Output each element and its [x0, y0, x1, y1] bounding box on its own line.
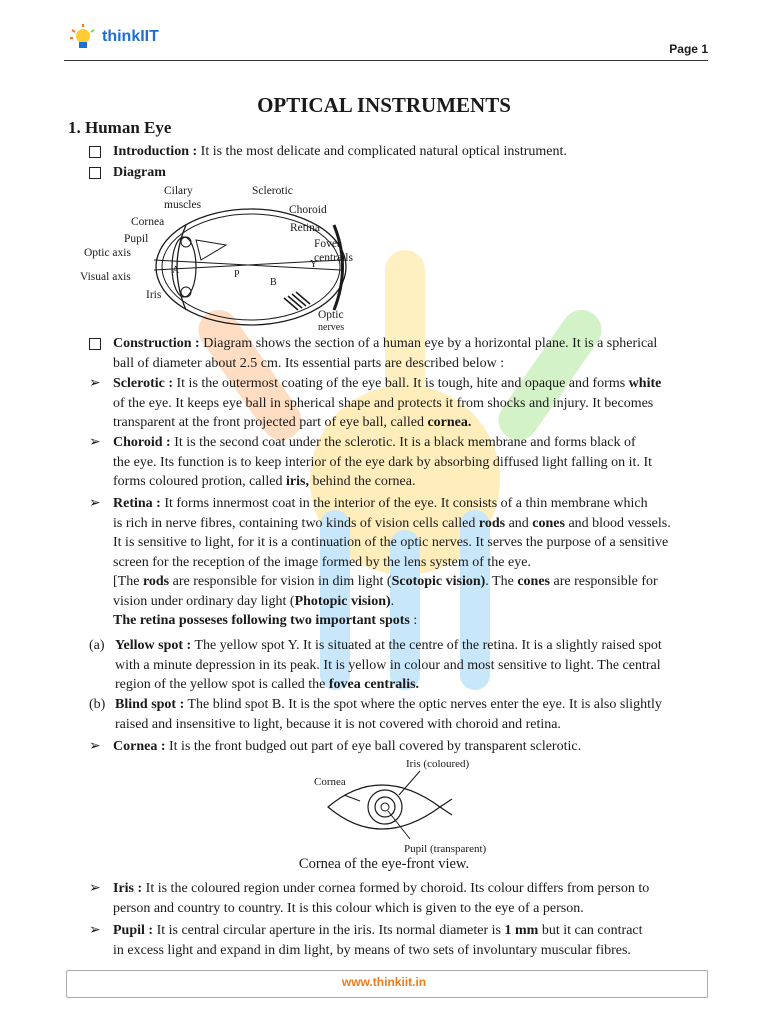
intro-text: It is the most delicate and complicated natural optical instrument.	[197, 144, 567, 159]
intro-label: Introduction :	[113, 144, 198, 159]
yellow-spot-bold: fovea centralis.	[328, 677, 420, 692]
retina-text: and blood vessels.	[564, 515, 671, 531]
label-B: B	[270, 277, 277, 288]
arrow-bullet-icon: ➢	[89, 923, 101, 938]
label-pupil: Pupil	[124, 233, 149, 245]
yellow-spot-text: region of the yellow spot is called the	[115, 677, 329, 692]
label-cornea-front: Cornea	[314, 776, 346, 788]
label-cilary: Cilary	[164, 185, 193, 197]
cornea-item	[89, 737, 582, 757]
retina-text: :	[409, 613, 418, 628]
retina-item	[89, 494, 671, 631]
arrow-bullet-icon: ➢	[89, 496, 101, 511]
retina-text: .	[390, 593, 395, 609]
label-choroid: Choroid	[289, 204, 327, 216]
choroid-item	[89, 433, 652, 492]
retina-bold: rods	[142, 574, 170, 589]
label-optic: Optic	[318, 309, 344, 321]
pupil-text: It is central circular aperture in the iris. Its normal diameter is	[153, 923, 505, 938]
iris-text: person and country to country. It is this colour which is given to the eye of a person.	[113, 900, 584, 916]
choroid-text: behind the cornea.	[308, 474, 416, 489]
page-title: OPTICAL INSTRUMENTS	[257, 93, 511, 117]
sclerotic-bold: white	[628, 376, 662, 391]
iris-label: Iris :	[113, 881, 143, 896]
label-pupil-transparent: Pupil (transparent)	[404, 843, 487, 855]
yellow-spot-text: with a minute depression in its peak. It is yellow in colour and most sensitive to light. The central	[115, 657, 661, 673]
construction-text: ball of diameter about 2.5 cm. Its essential parts are described below :	[113, 355, 505, 371]
logo	[68, 22, 159, 52]
yellow-spot-text: The yellow spot Y. It is situated at the centre of the retina. It is a slightly raised spot	[191, 638, 662, 653]
arrow-bullet-icon: ➢	[89, 376, 101, 391]
choroid-label: Choroid :	[113, 435, 171, 450]
retina-text: are responsible for	[549, 574, 658, 589]
pupil-label: Pupil :	[113, 923, 154, 938]
pupil-text: but it can contract	[538, 923, 643, 938]
construction-text: Diagram shows the section of a human eye by a horizontal plane. It is a spherical	[199, 336, 658, 351]
choroid-bold: iris,	[286, 474, 309, 489]
label-nerves: nerves	[318, 322, 345, 333]
retina-label: Retina :	[113, 496, 161, 511]
label-retina: Retina	[290, 222, 321, 234]
cornea-text: It is the front budged out part of eye ball covered by transparent sclerotic.	[165, 739, 582, 754]
retina-text: [The	[113, 574, 143, 589]
sclerotic-text: of the eye. It keeps eye ball in spherical shape and protects it from shocks and injury. It becomes	[113, 395, 654, 411]
iris-text: It is the coloured region under cornea formed by choroid. Its colour differs from person to	[142, 881, 650, 896]
label-P: P	[234, 269, 240, 280]
header-divider	[64, 60, 708, 61]
checkbox-bullet-icon	[89, 146, 101, 158]
label-visual-axis: Visual axis	[80, 271, 131, 283]
yellow-spot-label: Yellow spot :	[115, 638, 192, 653]
label-centrails: centrails	[314, 252, 353, 264]
retina-bold: cones	[517, 574, 550, 589]
choroid-text: forms coloured protion, called	[113, 474, 287, 489]
blind-spot-text: raised and insensitive to light, because it is not covered with choroid and retina.	[115, 716, 561, 732]
cornea-front-diagram	[300, 755, 500, 855]
label-sclerotic: Sclerotic	[252, 185, 293, 197]
retina-bold: Photopic vision)	[294, 593, 391, 609]
cornea-label: Cornea :	[113, 739, 166, 754]
arrow-bullet-icon: ➢	[89, 881, 101, 896]
arrow-bullet-icon: ➢	[89, 739, 101, 754]
label-fovea: Fovea	[314, 238, 343, 250]
section-heading: 1. Human Eye	[68, 118, 172, 137]
footer-url[interactable]: www.thinkiit.in	[341, 975, 427, 989]
sclerotic-text: transparent at the front projected part of eye ball, called	[113, 415, 428, 430]
label-cornea: Cornea	[131, 216, 165, 228]
figure-caption: Cornea of the eye-front view.	[298, 856, 470, 872]
retina-bold: rods	[478, 515, 506, 531]
retina-text: vision under ordinary day light (	[113, 593, 295, 609]
retina-bold: cones	[532, 515, 565, 531]
retina-text: . The	[485, 574, 518, 589]
eye-section-diagram	[76, 180, 376, 335]
retina-text: and	[505, 515, 533, 531]
intro-item	[113, 142, 567, 162]
label-muscles: muscles	[164, 199, 202, 211]
sclerotic-text: It is the outermost coating of the eye ball. It is tough, hite and opaque and forms	[173, 376, 629, 391]
label-optic-axis: Optic axis	[84, 247, 131, 259]
arrow-bullet-icon: ➢	[89, 435, 101, 450]
sclerotic-item	[89, 374, 662, 433]
checkbox-bullet-icon	[89, 338, 101, 350]
blind-spot-item	[89, 695, 662, 734]
blind-spot-text: The blind spot B. It is the spot where the optic nerves enter the eye. It is also slightly	[184, 697, 662, 712]
retina-text: is rich in nerve fibres, containing two kinds of vision cells called	[113, 515, 479, 531]
page-number: Page 1	[669, 42, 708, 56]
pupil-text: in excess light and expand in dim light, by means of two sets of involuntary muscular fibres.	[113, 942, 631, 958]
yellow-spot-item	[89, 636, 662, 695]
retina-text: screen for the reception of the image formed by the lens system of the eye.	[113, 554, 531, 570]
diagram-heading: Diagram	[113, 165, 166, 180]
list-marker: (a)	[89, 638, 105, 653]
label-iris: Iris	[146, 289, 162, 301]
construction-item	[113, 334, 657, 373]
choroid-text: It is the second coat under the sclerotic. It is a black membrane and forms black of	[170, 435, 636, 450]
retina-text: It forms innermost coat in the interior of the eye. It consists of a thin membrane which	[160, 496, 648, 511]
bulb-logo-icon	[68, 22, 98, 52]
choroid-text: the eye. Its function is to keep interior of the eye dark by absorbing diffused light falling on it. It	[113, 454, 652, 470]
retina-bold: Scotopic vision)	[391, 574, 486, 589]
label-Y: Y	[310, 259, 318, 270]
logo-text: thinkIIT	[102, 28, 159, 45]
label-iris-coloured: Iris (coloured)	[406, 758, 470, 770]
list-marker: (b)	[89, 697, 106, 712]
iris-item	[89, 879, 650, 918]
checkbox-bullet-icon	[89, 167, 101, 179]
sclerotic-bold: cornea.	[427, 415, 472, 430]
retina-subheading: The retina posseses following two important spots	[113, 613, 410, 628]
pupil-bold: 1 mm	[504, 923, 539, 938]
retina-text: It is sensitive to light, for it is a continuation of the optic nerves. It serves the purpose of a sensitive	[113, 535, 669, 550]
pupil-item	[89, 921, 643, 960]
blind-spot-label: Blind spot :	[115, 697, 185, 712]
retina-text: are responsible for vision in dim light (	[169, 574, 392, 589]
sclerotic-label: Sclerotic :	[113, 376, 173, 391]
label-A: A	[172, 265, 180, 276]
construction-label: Construction :	[113, 336, 200, 351]
